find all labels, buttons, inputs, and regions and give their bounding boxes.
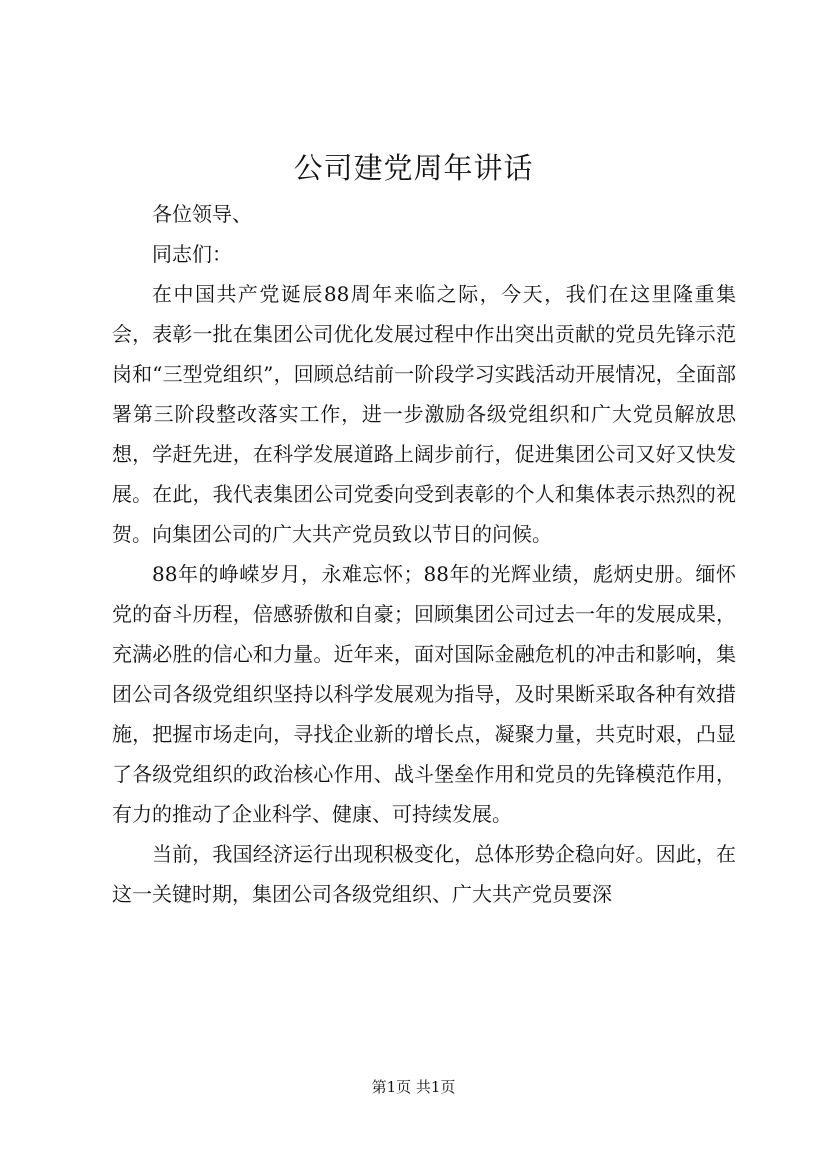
- body-paragraph: 88年的峥嵘岁月，永难忘怀；88年的光辉业绩，彪炳史册。缅怀党的奋斗历程，倍感骄傲和自豪；回顾集团公司过去一年的发展成果，充满必胜的信心和力量。近年来，面对国际金融危机的冲击和影响，集团公司各级党组织坚持以科学发展观为指导，及时果断采取各种有效措施，把握市场走向，寻找企业新的增长点，凝聚力量，共克时艰，凸显了各级党组织的政治核心作用、战斗堡垒作用和党员的先锋模范作用，有力的推动了企业科学、健康、可持续发展。: [112, 562, 736, 826]
- document-title: 公司建党周年讲话: [293, 151, 534, 185]
- body-paragraph: 当前，我国经济运行出现积极变化，总体形势企稳向好。因此，在这一关键时期，集团公司各级党组织、广大共产党员要深: [112, 842, 736, 906]
- greeting-leaders: 各位领导、: [152, 202, 252, 226]
- body-paragraph: 在中国共产党诞辰88周年来临之际，今天，我们在这里隆重集会，表彰一批在集团公司优化发展过程中作出突出贡献的党员先锋示范岗和“三型党组织”，回顾总结前一阶段学习实践活动开展情况，全面部署第三阶段整改落实工作，进一步激励各级党组织和广大党员解放思想，学赶先进，在科学发展道路上阔步前行，促进集团公司又好又快发展。在此，我代表集团公司党委向受到表彰的个人和集体表示热烈的祝贺。向集团公司的广大共产党员致以节日的问候。: [112, 282, 736, 546]
- page-number-footer: 第1页 共1页: [371, 1078, 456, 1096]
- document-body: [112, 194, 736, 914]
- greeting-comrades: 同志们：: [152, 242, 232, 266]
